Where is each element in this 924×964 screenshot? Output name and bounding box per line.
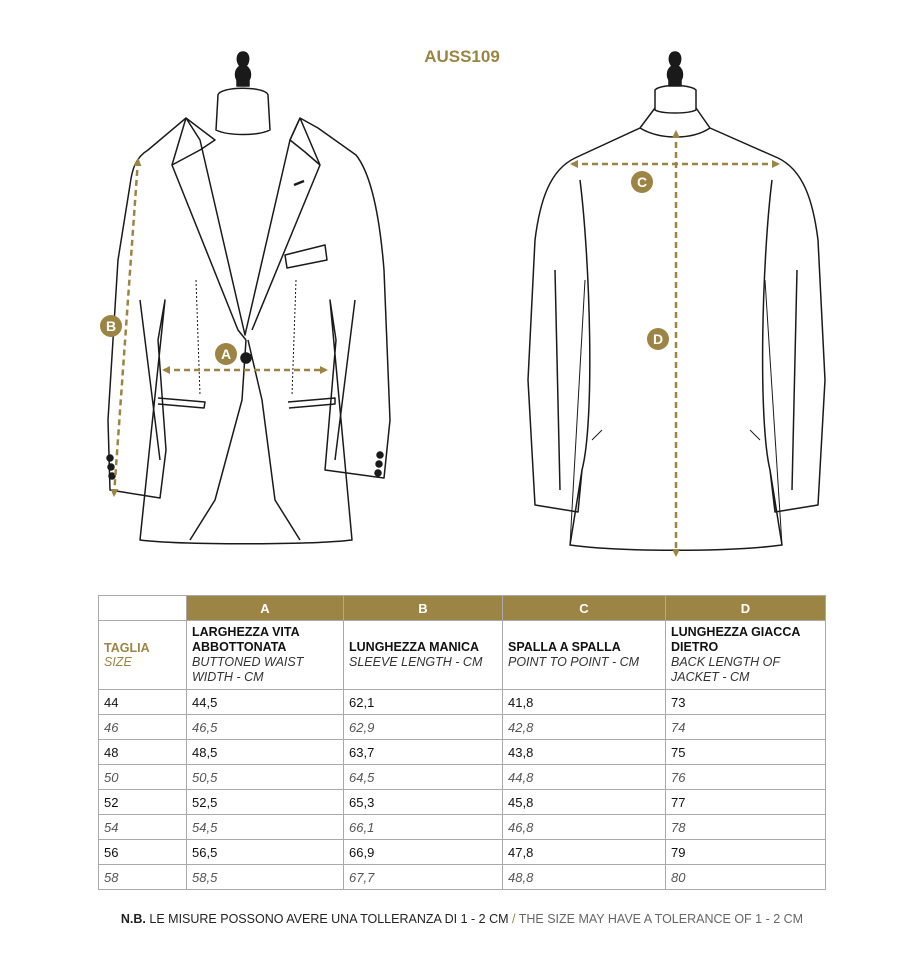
value-cell: 45,8 xyxy=(503,790,666,815)
value-cell: 80 xyxy=(666,865,826,890)
column-label-c xyxy=(503,621,666,690)
label-header-row xyxy=(99,621,826,690)
note-nb: N.B. xyxy=(120,912,146,926)
table-row xyxy=(99,765,826,790)
tolerance-note xyxy=(0,912,924,926)
product-code: AUSS109 xyxy=(424,47,500,66)
value-cell: 43,8 xyxy=(503,740,666,765)
value-cell: 76 xyxy=(666,765,826,790)
svg-text:C: C xyxy=(636,174,648,190)
value-cell: 64,5 xyxy=(344,765,503,790)
size-cell: 54 xyxy=(99,815,187,840)
value-cell: 58,5 xyxy=(187,865,344,890)
value-cell: 52,5 xyxy=(187,790,344,815)
size-label-en: SIZE xyxy=(104,655,132,669)
table-row xyxy=(99,815,826,840)
value-cell: 56,5 xyxy=(187,840,344,865)
value-cell: 74 xyxy=(666,715,826,740)
size-cell: 58 xyxy=(99,865,187,890)
value-cell: 41,8 xyxy=(503,690,666,715)
marker-d xyxy=(647,328,669,350)
size-cell: 50 xyxy=(99,765,187,790)
table-row xyxy=(99,790,826,815)
value-cell: 46,5 xyxy=(187,715,344,740)
value-cell: 62,1 xyxy=(344,690,503,715)
size-cell: 48 xyxy=(99,740,187,765)
column-label-it: SPALLA A SPALLA xyxy=(508,640,621,654)
value-cell: 62,9 xyxy=(344,715,503,740)
header-blank-cell xyxy=(99,596,187,621)
value-cell: 42,8 xyxy=(503,715,666,740)
marker-a xyxy=(215,343,237,365)
value-cell: 66,9 xyxy=(344,840,503,865)
column-label-a xyxy=(187,621,344,690)
value-cell: 54,5 xyxy=(187,815,344,840)
note-italian: LE MISURE POSSONO AVERE UNA TOLLERANZA DI 1 - 2 CM xyxy=(149,912,509,926)
value-cell: 48,5 xyxy=(187,740,344,765)
table-row xyxy=(99,715,826,740)
svg-text:A: A xyxy=(220,346,232,362)
value-cell: 78 xyxy=(666,815,826,840)
value-cell: 65,3 xyxy=(344,790,503,815)
table-row xyxy=(99,740,826,765)
column-label-it: LUNGHEZZA GIACCA DIETRO xyxy=(671,625,800,654)
size-chart-table xyxy=(98,595,826,890)
column-letter-a: A xyxy=(187,596,344,621)
size-cell: 56 xyxy=(99,840,187,865)
measurement-lines xyxy=(114,132,778,555)
column-label-en: BACK LENGTH OF JACKET - CM xyxy=(671,655,780,684)
column-label-en: POINT TO POINT - CM xyxy=(508,655,640,669)
column-label-d xyxy=(666,621,826,690)
table-row xyxy=(99,690,826,715)
value-cell: 63,7 xyxy=(344,740,503,765)
value-cell: 77 xyxy=(666,790,826,815)
column-letter-b: B xyxy=(344,596,503,621)
value-cell: 44,5 xyxy=(187,690,344,715)
size-cell: 44 xyxy=(99,690,187,715)
value-cell: 79 xyxy=(666,840,826,865)
value-cell: 50,5 xyxy=(187,765,344,790)
svg-text:B: B xyxy=(105,318,117,334)
size-cell: 46 xyxy=(99,715,187,740)
value-cell: 66,1 xyxy=(344,815,503,840)
column-letter-c: C xyxy=(503,596,666,621)
value-cell: 48,8 xyxy=(503,865,666,890)
table-row xyxy=(99,865,826,890)
column-label-it: LARGHEZZA VITA ABBOTTONATA xyxy=(192,625,300,654)
size-label-cell xyxy=(99,621,187,690)
marker-c xyxy=(631,171,653,193)
value-cell: 67,7 xyxy=(344,865,503,890)
value-cell: 46,8 xyxy=(503,815,666,840)
marker-b xyxy=(100,315,122,337)
letter-header-row xyxy=(99,596,826,621)
table-row xyxy=(99,840,826,865)
svg-text:D: D xyxy=(652,331,664,347)
note-separator: / xyxy=(512,912,516,926)
jacket-front-illustration xyxy=(107,52,390,544)
column-label-b xyxy=(344,621,503,690)
value-cell: 75 xyxy=(666,740,826,765)
value-cell: 73 xyxy=(666,690,826,715)
column-label-en: BUTTONED WAIST WIDTH - CM xyxy=(192,655,304,684)
column-letter-d: D xyxy=(666,596,826,621)
column-label-it: LUNGHEZZA MANICA xyxy=(349,640,480,654)
size-label-it: TAGLIA xyxy=(104,641,150,655)
size-cell: 52 xyxy=(99,790,187,815)
column-label-en: SLEEVE LENGTH - CM xyxy=(349,655,483,669)
value-cell: 44,8 xyxy=(503,765,666,790)
value-cell: 47,8 xyxy=(503,840,666,865)
note-english: THE SIZE MAY HAVE A TOLERANCE OF 1 - 2 CM xyxy=(518,912,804,926)
